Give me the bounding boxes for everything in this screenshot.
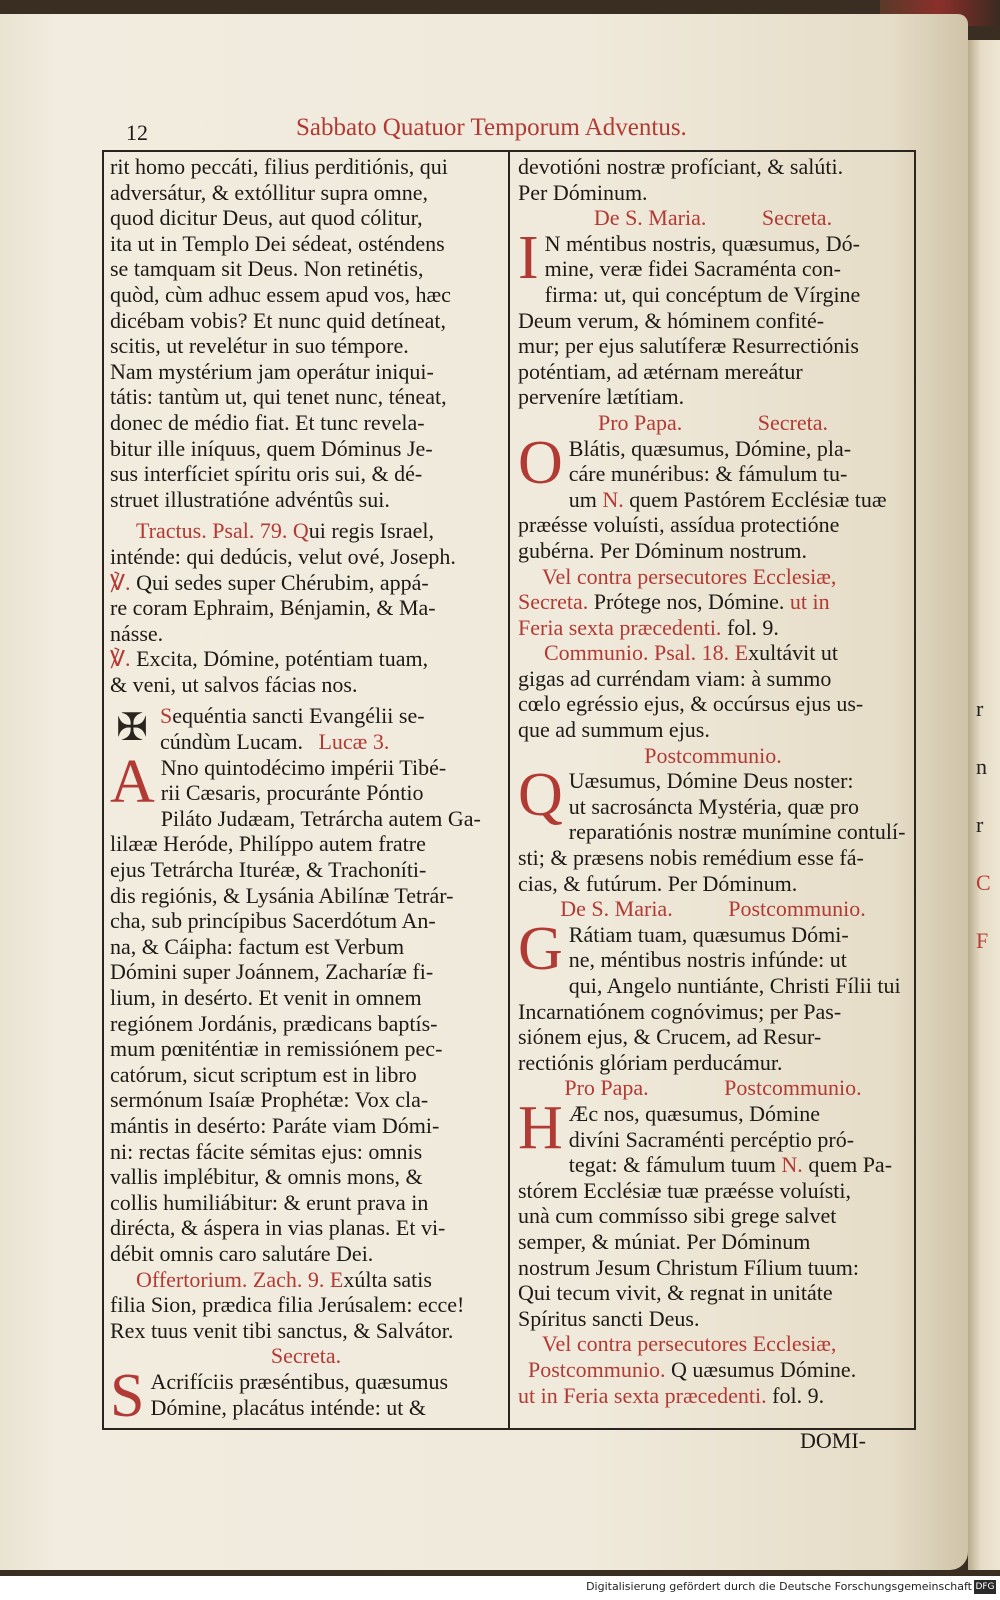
- heading-part: Postcommunio.: [728, 896, 866, 922]
- next-page-mark: C: [976, 870, 991, 895]
- rubric-line: Vel contra persecutores Ecclesiæ,: [542, 1331, 837, 1357]
- offertory-label: Offertorium. Zach. 9.: [136, 1266, 325, 1292]
- text-line: nostrum Jesum Christum Fílium tuum:: [518, 1254, 860, 1280]
- text-line: Per Dóminum.: [518, 179, 648, 205]
- text-line: lium, in desérto. Et venit in omnem: [110, 985, 422, 1010]
- text-line: Deum verum, & hóminem confité-: [518, 307, 825, 333]
- text-line: divíni Sacraménti percéptio pró-: [568, 1126, 855, 1152]
- text-line: sus interfíciet spíritu oris sui, & dé-: [110, 461, 423, 487]
- text-line: sti; & præsens nobis remédium esse fá-: [518, 845, 864, 871]
- text-line: perveníre lætítiam.: [518, 384, 685, 410]
- text-line: ejus Tetrárcha Ituréæ, & Trachoníti-: [110, 857, 427, 883]
- text-line: [518, 487, 908, 513]
- text-line: struet illustratióne advéntûs sui.: [110, 486, 390, 512]
- text-line: catórum, sicut scriptum est in libro: [110, 1061, 417, 1087]
- postcommunio-papa-block: [518, 1093, 908, 1331]
- text-line: gubérna. Per Dóminum nostrum.: [518, 537, 808, 563]
- drop-cap: G: [518, 914, 563, 983]
- next-page-edge: [968, 40, 1000, 1570]
- text-line: dis regiónis, & Lysánia Abilínæ Tetrár-: [110, 882, 454, 908]
- next-page-marks: [976, 680, 1000, 970]
- text-line: Rex tuus venit tibi sanctus, & Salvátor.: [110, 1317, 454, 1343]
- heading-part: Secreta.: [761, 205, 833, 231]
- section-heading: [518, 743, 908, 769]
- rubric-part: Postcommunio.: [528, 1356, 666, 1382]
- drop-cap: S: [110, 1361, 145, 1430]
- text-line: xúlta satis: [343, 1266, 432, 1292]
- postcommunio-maria-block: [518, 914, 908, 1076]
- footer-bar: [0, 1576, 1000, 1600]
- sequence-initial: S: [160, 703, 173, 729]
- heading-part: De S. Maria.: [560, 896, 673, 922]
- secreta-maria-block: [518, 223, 908, 410]
- communion-line: [518, 640, 908, 666]
- text-line: bitur ille iníquus, quem Dóminus Je-: [110, 435, 433, 461]
- tractus-label: Tractus. Psal. 79.: [136, 518, 288, 544]
- text-line: Æc nos, quæsumus, Dómine: [568, 1100, 820, 1126]
- text-line: collis humiliábitur: & erunt prava in: [110, 1189, 429, 1215]
- text-line: mum pœniténtiæ in remissiónem pec-: [110, 1036, 443, 1062]
- text-part: Q uæsumus Dómine.: [671, 1356, 857, 1382]
- section-heading: [110, 1343, 502, 1369]
- text-line: N méntibus nostris, quæsumus, Dó-: [544, 230, 861, 256]
- text-line: quòd, cùm adhuc essem apud vos, hæc: [110, 281, 451, 307]
- text-line: qui, Angelo nuntiánte, Christi Fílii tui: [568, 973, 901, 998]
- text-line: na, & Cáipha: factum est Verbum: [110, 933, 405, 959]
- page-number: 12: [126, 120, 148, 145]
- text-line: débit omnis caro salutáre Dei.: [110, 1240, 374, 1266]
- text-line: [518, 1152, 908, 1178]
- text-part: Prótege nos, Dómine.: [593, 589, 785, 615]
- text-part: tegat: & fámulum tuum: [568, 1152, 776, 1178]
- text-line: [518, 589, 908, 615]
- text-line: inténde: qui dedúcis, velut ové, Joseph.: [110, 543, 456, 569]
- heading-part: Postcommunio.: [724, 1075, 862, 1101]
- column-divider: [508, 152, 510, 1428]
- name-placeholder: N.: [781, 1152, 803, 1178]
- text-line: násse.: [110, 620, 164, 646]
- text-line: reparatiónis nostræ munímine contulí-: [568, 819, 906, 845]
- text-line: scitis, ut revelétur in suo témpore.: [110, 333, 409, 359]
- drop-cap: O: [518, 428, 563, 497]
- text-line: Acrifíciis præséntibus, quæsumus: [150, 1368, 449, 1394]
- text-part: quem Pa-: [808, 1152, 893, 1178]
- section-heading: [518, 410, 908, 436]
- next-page-mark: r: [976, 812, 984, 837]
- text-line: gigas ad curréndam viam: à summo: [518, 665, 832, 691]
- text-line: siónem ejus, & Crucem, ad Resur-: [518, 1024, 822, 1050]
- text-line: rectiónis glóriam perducámur.: [518, 1049, 783, 1075]
- text-line: Incarnatiónem cognóvimus; per Pas-: [518, 998, 842, 1024]
- text-line: lilææ Heróde, Philíppo autem fratre: [110, 831, 426, 857]
- catchword: DOMI-: [800, 1428, 866, 1453]
- text-line: cias, & futúrum. Per Dóminum.: [518, 870, 798, 896]
- heading-part: Pro Papa.: [597, 409, 683, 435]
- text-line: donec de médio fiat. Et tunc revela-: [110, 409, 425, 435]
- text-line: Nno quintodécimo impérii Tibé-: [160, 754, 447, 780]
- text-line: Blátis, quæsumus, Dómine, pla-: [568, 435, 852, 461]
- versicle-mark: ℣.: [110, 569, 131, 595]
- text-line: [518, 615, 908, 641]
- text-line: equéntia sancti Evangélii se-: [172, 703, 425, 729]
- secreta-papa-block: [518, 428, 908, 564]
- text-line: ni: rectas fácite sémitas ejus: omnis: [110, 1138, 423, 1164]
- text-line: se tamquam sit Deus. Non retinétis,: [110, 256, 424, 282]
- sequence-block: [110, 703, 502, 754]
- verse-line: [110, 646, 502, 672]
- text-line: cáre munéribus: & fámulum tu-: [568, 461, 848, 487]
- text-line: præésse voluísti, assídua protectióne: [518, 512, 840, 538]
- text-line: quod dicitur Deus, aut quod cólitur,: [110, 205, 423, 231]
- text-line: mine, veræ fidei Sacraménta con-: [544, 256, 841, 282]
- text-line: Excita, Dómine, poténtiam tuam,: [136, 646, 429, 672]
- section-heading: [518, 1075, 908, 1101]
- section-heading: [518, 205, 908, 231]
- secreta-block: [110, 1361, 502, 1430]
- next-page-mark: r: [976, 696, 984, 721]
- gospel-reference: Lucæ 3.: [318, 729, 390, 755]
- text-line: dirécta, & áspera in vias planas. Et vi-: [110, 1215, 446, 1241]
- text-line: Rátiam tuam, quæsumus Dómi-: [568, 921, 849, 947]
- text-line: [518, 1357, 908, 1383]
- verse-line: [110, 570, 502, 596]
- offertory-line: [110, 1267, 502, 1293]
- text-line: sermónum Isaíæ Prophétæ: Vox cla-: [110, 1087, 429, 1113]
- postcommunio-heading: Postcommunio.: [644, 742, 782, 768]
- dfg-logo: DFG: [975, 1582, 995, 1592]
- text-line: vallis implébitur, & omnis mons, &: [110, 1164, 423, 1190]
- footer-credit: Digitalisierung gefördert durch die Deutsche Forschungsgemeinschaft: [586, 1580, 972, 1593]
- text-line: Dómine, placátus inténde: ut &: [150, 1394, 427, 1420]
- text-line: filia Sion, prædica filia Jerúsalem: ecce!: [110, 1292, 465, 1318]
- text-line: Dómini super Joánnem, Zacharíæ fi-: [110, 959, 434, 985]
- drop-cap: A: [110, 747, 155, 816]
- text-line: devotióni nostræ profíciant, & salúti.: [518, 154, 844, 179]
- text-line: mántis in desérto: Paráte viam Dómi-: [110, 1112, 440, 1138]
- text-line: re coram Ephraim, Bénjamin, & Ma-: [110, 595, 436, 621]
- communion-label: Communio. Psal. 18.: [544, 640, 730, 666]
- tractus-initial: Q: [292, 518, 309, 544]
- postcommunio-block: [518, 761, 908, 896]
- text-line: Qui tecum vivit, & regnat in unitáte: [518, 1280, 833, 1306]
- text-line: semper, & múniat. Per Dóminum: [518, 1228, 811, 1254]
- text-line: tátis: tantùm ut, qui tenet nunc, téneat,: [110, 384, 447, 410]
- drop-cap: Q: [518, 761, 563, 830]
- text-line: ui regis Israel,: [308, 518, 434, 544]
- text-line: ut sacrosáncta Mystéria, quæ pro: [568, 793, 859, 819]
- text-line: Spíritus sancti Deus.: [518, 1305, 700, 1331]
- text-line: stórem Ecclésiæ tuæ præésse voluísti,: [518, 1177, 852, 1203]
- heading-part: Secreta.: [757, 409, 829, 435]
- text-line: ne, méntibus nostris infúnde: ut: [568, 947, 847, 973]
- text-line: adversátur, & extóllitur supra omne,: [110, 179, 429, 205]
- text-line: cha, sub princípibus Sacerdótum An-: [110, 908, 436, 934]
- text-line: rii Cæsaris, procuránte Póntio: [160, 780, 424, 806]
- sequence-line: [110, 729, 502, 755]
- section-heading: [518, 896, 908, 922]
- page-title: Sabbato Quatuor Temporum Adventus.: [296, 114, 687, 141]
- tractus-line: [110, 518, 502, 544]
- left-column: [110, 154, 502, 1430]
- rubric-line: Vel contra persecutores Ecclesiæ,: [542, 563, 837, 589]
- rubric-part: Secreta.: [518, 589, 589, 615]
- text-line: Qui sedes super Chérubim, appá-: [136, 569, 429, 595]
- text-line: regiónem Jordánis, prædicans baptís-: [110, 1010, 438, 1036]
- text-part: quem Pastórem Ecclésiæ tuæ: [629, 486, 887, 512]
- text-part: fol. 9.: [726, 614, 779, 640]
- communion-initial: E: [734, 640, 749, 666]
- next-page-mark: F: [976, 928, 989, 953]
- text-part: um: [568, 486, 597, 512]
- right-column: [518, 154, 908, 1408]
- sequence-line: [110, 703, 502, 729]
- text-line: que ad summum ejus.: [518, 717, 710, 743]
- text-line: dicébam vobis? Et nunc quid detíneat,: [110, 307, 447, 333]
- cross-ornament-icon: ✠: [116, 707, 148, 750]
- text-frame: [102, 150, 916, 1430]
- text-line: cúndùm Lucam.: [160, 729, 303, 755]
- text-line: Uæsumus, Dómine Deus noster:: [568, 768, 854, 794]
- running-header: [0, 114, 968, 150]
- text-part: fol. 9.: [772, 1382, 825, 1408]
- versicle-mark: ℣.: [110, 646, 131, 672]
- text-line: Nam mystérium jam operátur iniqui-: [110, 358, 434, 384]
- text-line: xultávit ut: [748, 640, 838, 666]
- secreta-heading: Secreta.: [270, 1343, 342, 1369]
- heading-part: De S. Maria.: [593, 205, 707, 231]
- text-line: Piláto Judæam, Tetrárcha autem Ga-: [160, 805, 481, 831]
- name-placeholder: N.: [602, 486, 624, 512]
- text-line: rit homo peccáti, filius perditiónis, qui: [110, 154, 448, 179]
- text-line: [518, 1383, 908, 1409]
- drop-cap: H: [518, 1093, 563, 1162]
- text-line: unà cum commísso sibi grege salvet: [518, 1203, 837, 1229]
- offertory-initial: E: [329, 1266, 344, 1292]
- gospel-block: [110, 747, 502, 1267]
- text-line: ita ut in Templo Dei sédeat, osténdens: [110, 230, 445, 256]
- text-line: & veni, ut salvos fácias nos.: [110, 671, 358, 697]
- drop-cap: I: [518, 223, 539, 292]
- rubric-part: ut in: [789, 589, 830, 615]
- text-line: poténtiam, ad ætérnam mereátur: [518, 358, 803, 384]
- text-line: cœlo egréssio ejus, & occúrsus ejus us-: [518, 691, 864, 717]
- next-page-mark: n: [976, 754, 987, 779]
- rubric-part: ut in Feria sexta præcedenti.: [518, 1382, 767, 1408]
- book-page: [0, 14, 968, 1570]
- text-line: firma: ut, qui concéptum de Vírgine: [544, 281, 861, 307]
- text-line: mur; per ejus salutíferæ Resurrectiónis: [518, 333, 859, 359]
- heading-part: Pro Papa.: [564, 1075, 649, 1101]
- rubric-part: Feria sexta præcedenti.: [518, 614, 722, 640]
